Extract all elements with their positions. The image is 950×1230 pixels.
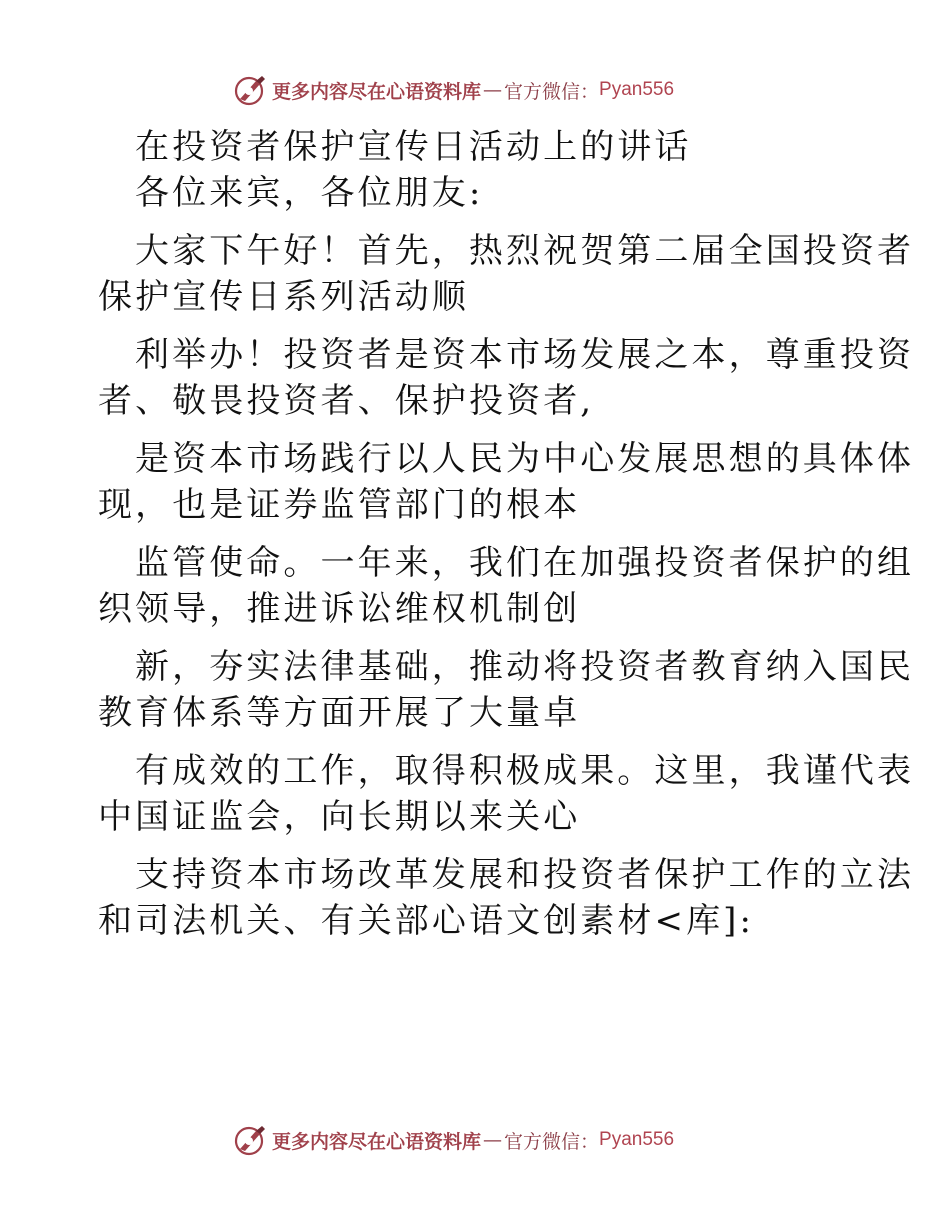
document-line: 和司法机关、有关部心语文创素材<库]: xyxy=(98,901,755,941)
header-separator: — xyxy=(483,79,503,101)
pen-logo-icon xyxy=(234,73,268,107)
footer-brand-text: 更多内容尽在心语资料库 xyxy=(272,1130,482,1153)
header-watermark xyxy=(234,72,674,108)
document-line-salutation: 各位来宾，各位朋友: xyxy=(135,173,484,213)
footer-watermark xyxy=(234,1122,674,1158)
footer-wechat-label: 官方微信： xyxy=(504,1130,600,1153)
header-wechat-id: Pyan556 xyxy=(599,79,675,100)
document-line: 现，也是证券监管部门的根本 xyxy=(98,485,581,525)
document-line: 者、敬畏投资者、保护投资者, xyxy=(98,381,595,421)
document-line: 有成效的工作，取得积极成果。这里，我谨代表 xyxy=(135,751,915,791)
document-line: 支持资本市场改革发展和投资者保护工作的立法 xyxy=(135,855,915,895)
document-line: 利举办！投资者是资本市场发展之本，尊重投资 xyxy=(135,335,915,375)
pen-logo-icon xyxy=(234,1123,268,1157)
document-line: 织领导，推进诉讼维权机制创 xyxy=(98,589,581,629)
document-line: 大家下午好！首先，热烈祝贺第二届全国投资者 xyxy=(135,231,915,271)
document-body xyxy=(98,124,915,944)
document-line: 保护宣传日系列活动顺 xyxy=(98,277,469,317)
footer-separator: — xyxy=(483,1129,503,1151)
header-wechat-label: 官方微信： xyxy=(504,80,600,103)
document-line: 是资本市场践行以人民为中心发展思想的具体体 xyxy=(135,439,915,479)
document-line: 新，夯实法律基础，推动将投资者教育纳入国民 xyxy=(135,647,915,687)
document-line-title: 在投资者保护宣传日活动上的讲话 xyxy=(135,127,692,167)
document-line: 监管使命。一年来，我们在加强投资者保护的组 xyxy=(135,543,915,583)
footer-wechat-id: Pyan556 xyxy=(599,1129,675,1150)
document-line: 教育体系等方面开展了大量卓 xyxy=(98,693,581,733)
header-brand-text: 更多内容尽在心语资料库 xyxy=(272,80,482,103)
document-line: 中国证监会，向长期以来关心 xyxy=(98,797,581,837)
